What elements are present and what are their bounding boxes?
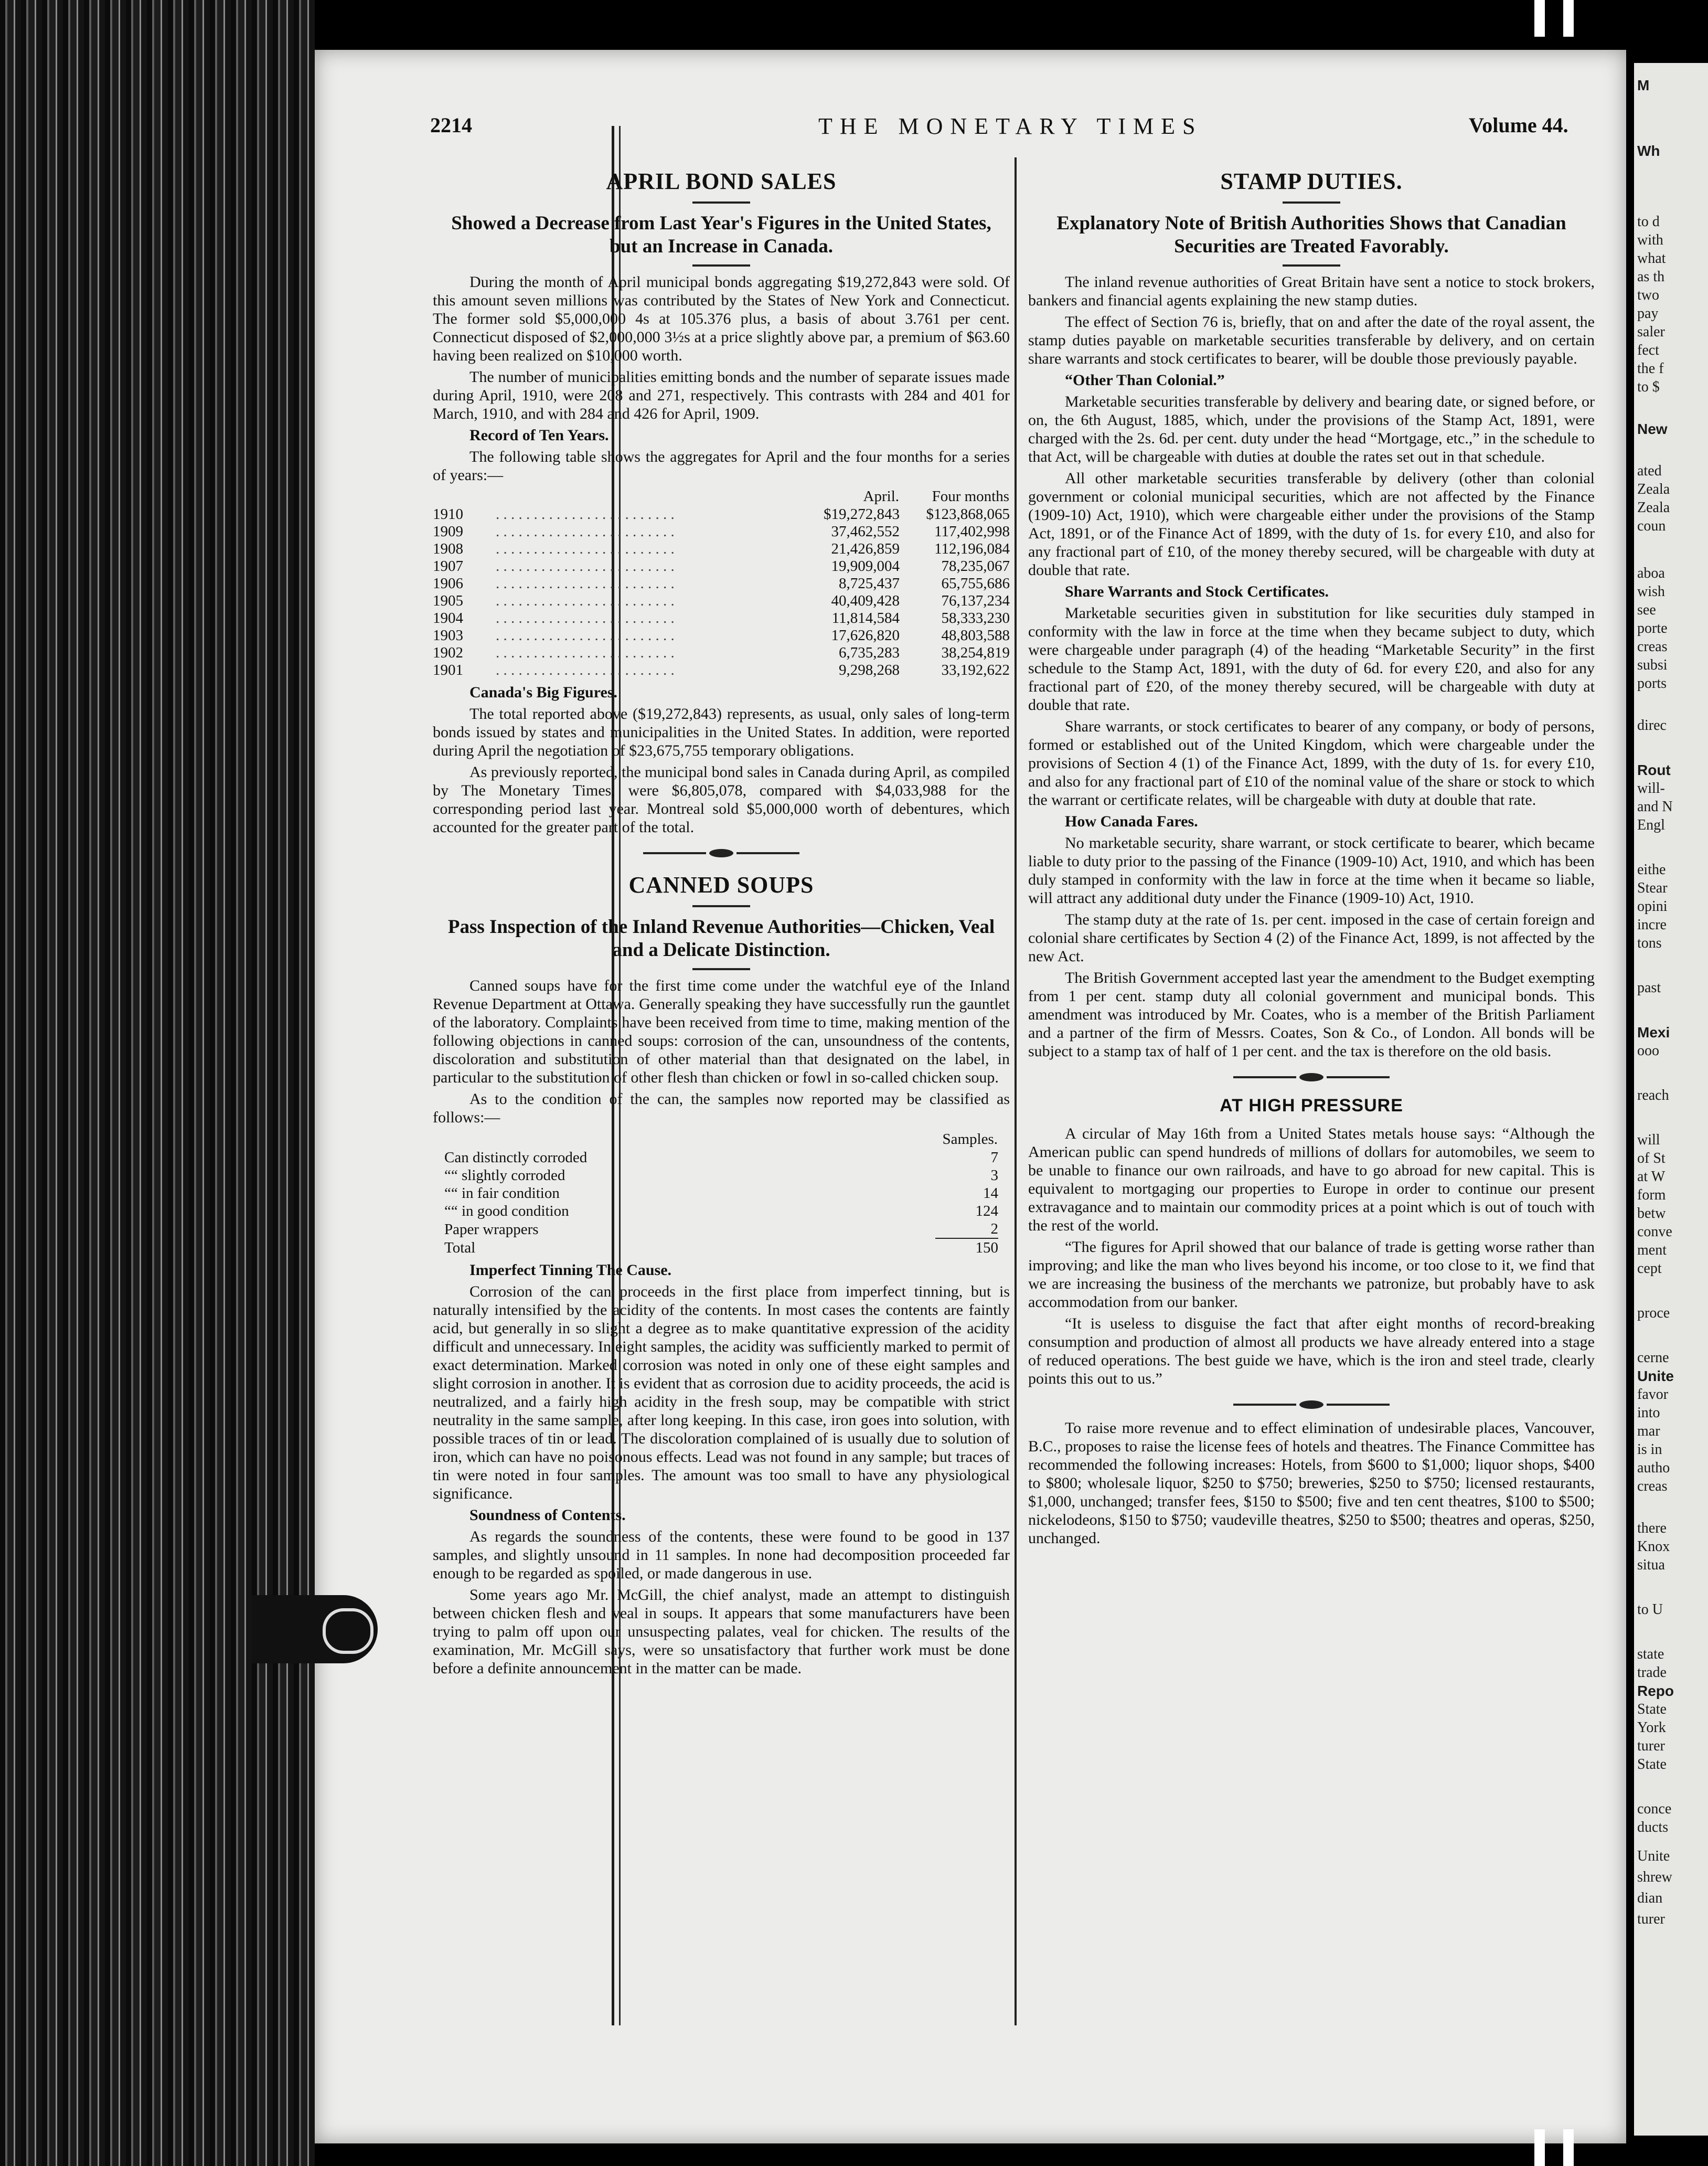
paragraph: “It is useless to disguise the fact that after eight months of record-breaking consumption and production of almost all products we have already entered into a stage of reduced operations. The best guide we have, which is the iron and steel trade, clearly points this out to us.”: [1028, 1315, 1595, 1387]
adjacent-page-text: dian: [1637, 1890, 1663, 1906]
adjacent-page-text: proce: [1637, 1305, 1670, 1321]
paragraph: “The figures for April showed that our balance of trade is getting worse rather than improving; and like the man who lives beyond his income, or too close to it, we find that we are increasing the business of the merchants we patronize, but probably have to ask accommodation from our banker.: [1028, 1238, 1595, 1311]
adjacent-page-text: past: [1637, 980, 1661, 996]
year-cell: 1910: [433, 506, 463, 523]
total-value: 150: [935, 1238, 998, 1257]
adjacent-page-text: Wh: [1637, 143, 1660, 159]
adjacent-page-text: conce: [1637, 1801, 1672, 1817]
four-months-cell: $123,868,065: [926, 506, 1010, 523]
table-row: [433, 523, 1010, 540]
sample-label: Paper wrappers: [444, 1220, 539, 1238]
table-row: [433, 575, 1010, 592]
adjacent-page-text: porte: [1637, 620, 1668, 636]
paragraph: As regards the soundness of the contents, these were found to be good in 137 samples, and slightly unsound in 11 samples. In none had decomposition proceeded far enough to be regarded as spoiled, or made dangerous in use.: [433, 1528, 1010, 1582]
high-pressure-headline: AT HIGH PRESSURE: [1220, 1096, 1403, 1116]
adjacent-page-text: ports: [1637, 675, 1667, 692]
april-cell: 17,626,820: [831, 627, 900, 644]
table-row: [444, 1149, 998, 1166]
paragraph: The total reported above ($19,272,843) represents, as usual, only sales of long-term bonds issued by states and municipalities in the United States. In addition, were reported during April the negotiation of $23,675,755 temporary obligations.: [433, 705, 1010, 759]
adjacent-page-text: trade: [1637, 1664, 1667, 1681]
april-cell: $19,272,843: [824, 506, 900, 523]
table-row: [433, 662, 1010, 679]
paragraph: During the month of April municipal bonds aggregating $19,272,843 were sold. Of this amount seven millions was contributed by the States of New York and Connecticut. The former sold $5,000,000 4s at 105.376 plus, a basis of about 3.761 per cent. Connecticut disposed of $2,000,000 3½s at a price slightly above par, a premium of $63.60 having been realized on $10,000 worth.: [433, 273, 1010, 364]
stamp-duties-headline: STAMP DUTIES.: [1220, 168, 1403, 194]
paragraph: To raise more revenue and to effect elimination of undesirable places, Vancouver, B.C., proposes to raise the license fees of hotels and theatres. The Finance Committee has recommended the following increases: Hotels, from $600 to $1,000; liquor shops, $400 to $800; wholesale liquor, $250 to $750; breweries, $250 to $750; licensed restaurants, $1,000, unchanged; transfer fees, $150 to $500; five and ten cent theatres, $100 to $500; nickelodeons, $150 to $750; vaudeville theatres, $250 to $500; theatres and operas, $250, unchanged.: [1028, 1419, 1595, 1547]
leader-dots: . . . . . . . . . . . . . . . . . . . . . . . .: [496, 627, 675, 644]
april-cell: 8,725,437: [839, 575, 900, 592]
paragraph: The following table shows the aggregates for April and the four months for a series of years:—: [433, 448, 1010, 484]
adjacent-page-text: ated: [1637, 463, 1662, 479]
section-heading: Share Warrants and Stock Certificates.: [1065, 583, 1329, 600]
column-header-four-months: Four months: [932, 488, 1009, 505]
paragraph: No marketable security, share warrant, or stock certificate to bearer, which became liable to duty prior to the passing of the Finance (1909-10) Act, 1910, and which has been duly stamped in conformity with the law in force at the time when it became so liable, will attract any additional duty under the Finance (1909-10) Act, 1910.: [1028, 834, 1595, 907]
adjacent-page-text: aboa: [1637, 565, 1665, 581]
adjacent-page-text: is in: [1637, 1441, 1662, 1458]
section-heading: Canada's Big Figures.: [469, 684, 617, 701]
leader-dots: . . . . . . . . . . . . . . . . . . . . . . . .: [496, 523, 675, 540]
paragraph: The effect of Section 76 is, briefly, that on and after the date of the royal assent, the stamp duties payable on marketable securities transferable by delivery, and on certain share warrants and stock certificates to bearer, will be double those previously payable.: [1028, 313, 1595, 367]
adjacent-page-text: opini: [1637, 898, 1668, 915]
paragraph: All other marketable securities transferable by delivery (other than colonial government or colonial municipal securities, which are not affected by the Finance (1909-10) Act, 1910), which were chargeable either under the provisions of the Stamp Act, 1891, or of the Finance Act of 1899, with the duty of 1s. for every £10, and also for any fractional part of £10, of the money thereby secured, will be chargeable with duty at double that rate.: [1028, 470, 1595, 579]
adjacent-page-text: cept: [1637, 1260, 1662, 1277]
adjacent-page-text: conve: [1637, 1224, 1672, 1240]
four-months-cell: 117,402,998: [934, 523, 1010, 540]
column-divider: [1015, 157, 1017, 2025]
year-cell: 1904: [433, 610, 463, 627]
year-cell: 1903: [433, 627, 463, 644]
rule: [1283, 201, 1340, 204]
bond-sales-subhead: Showed a Decrease from Last Year's Figures in the United States, but an Increase in Canada.: [451, 213, 991, 257]
ornament-divider: [433, 843, 1010, 861]
adjacent-page-text: will-: [1637, 780, 1665, 797]
four-months-cell: 112,196,084: [934, 540, 1010, 557]
adjacent-page-text: as th: [1637, 269, 1665, 285]
adjacent-page-text: autho: [1637, 1460, 1670, 1476]
sample-count: 124: [975, 1203, 998, 1219]
adjacent-page-text: creas: [1637, 639, 1668, 655]
adjacent-page-text: Knox: [1637, 1538, 1670, 1555]
section-heading: “Other Than Colonial.”: [1065, 371, 1225, 389]
sample-label: ““ in good condition: [444, 1203, 569, 1219]
scan-mark: [1563, 2129, 1574, 2166]
sample-count: 2: [990, 1220, 998, 1237]
section-heading: Imperfect Tinning The Cause.: [469, 1261, 672, 1279]
paragraph: As to the condition of the can, the samples now reported may be classified as follows:—: [433, 1090, 1010, 1126]
adjacent-page-text: Stear: [1637, 880, 1668, 896]
adjacent-page-text: and N: [1637, 799, 1673, 815]
adjacent-page-text: with: [1637, 232, 1663, 248]
table-row: [444, 1220, 998, 1238]
adjacent-page-text: tons: [1637, 935, 1662, 951]
paragraph: Some years ago Mr. McGill, the chief analyst, made an attempt to distinguish between chicken flesh and veal in soups. It appears that some manufacturers have been trying to palm off upon our unsuspecting palates, veal for chicken. The results of the examination, Mr. McGill says, were so unsatisfactory that further work must be done before a definite announcement in the matter can be made.: [433, 1586, 1010, 1677]
adjacent-page-text: reach: [1637, 1087, 1669, 1103]
section-heading: How Canada Fares.: [1065, 813, 1198, 830]
april-cell: 9,298,268: [839, 662, 900, 678]
adjacent-page-text: New: [1637, 421, 1668, 437]
canned-soups-subhead: Pass Inspection of the Inland Revenue Authorities—Chicken, Veal and a Delicate Distinction.: [447, 916, 995, 961]
scan-mark: [1534, 0, 1545, 37]
adjacent-page-text: ooo: [1637, 1043, 1659, 1059]
adjacent-page-text: Repo: [1637, 1683, 1674, 1699]
four-months-cell: 33,192,622: [941, 662, 1010, 678]
book-binding-edge: [0, 0, 315, 2166]
year-cell: 1902: [433, 644, 463, 661]
adjacent-page-text: form: [1637, 1187, 1666, 1203]
adjacent-page-text: there: [1637, 1520, 1667, 1536]
year-cell: 1909: [433, 523, 463, 540]
rule: [1283, 264, 1340, 267]
rule: [692, 905, 750, 907]
adjacent-page-text: turer: [1637, 1738, 1665, 1754]
paragraph: Canned soups have for the first time come under the watchful eye of the Inland Revenue Department at Ottawa. Generally speaking they have successfully run the gauntlet of the laboratory. Complaints have been received from time to time, making mention of the following objections in canned soups: corrosion of the can, unsoundness of the contents, discoloration and substitution of other material than that designated on the label, in particular to the substitution of other flesh than chicken or fowl in so-called chicken soup.: [433, 977, 1010, 1086]
adjacent-page-text: creas: [1637, 1478, 1668, 1494]
samples-table: [444, 1130, 998, 1257]
adjacent-page-text: saler: [1637, 324, 1665, 340]
canned-soups-headline: CANNED SOUPS: [628, 872, 814, 898]
sample-count: 7: [990, 1149, 998, 1166]
adjacent-page-text: favor: [1637, 1386, 1669, 1403]
adjacent-page-text: incre: [1637, 917, 1667, 933]
adjacent-page-text: mar: [1637, 1423, 1660, 1439]
adjacent-page-text: of St: [1637, 1150, 1666, 1166]
adjacent-page-text: direc: [1637, 717, 1667, 734]
table-row: [433, 540, 1010, 558]
leader-dots: . . . . . . . . . . . . . . . . . . . . . . . .: [496, 592, 675, 609]
rule: [692, 264, 750, 267]
year-cell: 1906: [433, 575, 463, 592]
table-row: [444, 1166, 998, 1184]
volume-label: Volume 44.: [1469, 113, 1568, 137]
adjacent-page-text: Engl: [1637, 817, 1665, 833]
leader-dots: . . . . . . . . . . . . . . . . . . . . . . . .: [496, 506, 675, 523]
april-cell: 6,735,283: [839, 644, 900, 661]
total-label: Total: [444, 1239, 476, 1256]
leader-dots: . . . . . . . . . . . . . . . . . . . . . . . .: [496, 662, 675, 678]
rule: [692, 201, 750, 204]
page-number: 2214: [430, 113, 472, 137]
adjacent-page-text: State: [1637, 1756, 1667, 1772]
adjacent-page-text: Zeala: [1637, 500, 1670, 516]
adjacent-page-fragment: [1634, 63, 1708, 2136]
adjacent-page-text: turer: [1637, 1911, 1665, 1927]
right-column: [1028, 157, 1595, 1551]
april-cell: 21,426,859: [831, 540, 900, 557]
table-row: [433, 644, 1010, 662]
paragraph: Marketable securities given in substitution for like securities duly stamped in conformity with the law in force at the time when they became subject to duty, which were chargeable under paragraph (4) of the heading “Marketable Security” in the first schedule to the Stamp Act, 1891, with the duty of 6d. for every £20, and also for any fractional part of £20, of the money thereby secured, will be chargeable with duty at double that rate.: [1028, 604, 1595, 714]
paragraph: The inland revenue authorities of Great Britain have sent a notice to stock brokers, bankers and financial agents explaining the new stamp duties.: [1028, 273, 1595, 309]
adjacent-page-text: into: [1637, 1405, 1660, 1421]
bond-sales-headline: APRIL BOND SALES: [606, 168, 837, 194]
sample-label: Can distinctly corroded: [444, 1149, 588, 1166]
four-months-cell: 76,137,234: [941, 592, 1010, 609]
year-cell: 1908: [433, 540, 463, 557]
table-row: [433, 592, 1010, 610]
april-cell: 40,409,428: [831, 592, 900, 609]
sample-label: ““ slightly corroded: [444, 1167, 565, 1184]
adjacent-page-text: State: [1637, 1701, 1667, 1717]
four-months-cell: 48,803,588: [941, 627, 1010, 644]
ornament-divider: [1028, 1394, 1595, 1413]
leader-dots: . . . . . . . . . . . . . . . . . . . . . . . .: [496, 540, 675, 557]
adjacent-page-text: see: [1637, 602, 1656, 618]
adjacent-page-text: shrew: [1637, 1869, 1672, 1885]
adjacent-page-text: to d: [1637, 214, 1660, 230]
leader-dots: . . . . . . . . . . . . . . . . . . . . . . . .: [496, 575, 675, 592]
four-months-cell: 65,755,686: [941, 575, 1010, 592]
scan-mark: [1534, 2129, 1545, 2166]
april-cell: 37,462,552: [831, 523, 900, 540]
leader-dots: . . . . . . . . . . . . . . . . . . . . . . . .: [496, 558, 675, 575]
adjacent-page-text: at W: [1637, 1169, 1666, 1185]
adjacent-page-text: fect: [1637, 342, 1659, 358]
four-months-cell: 58,333,230: [941, 610, 1010, 627]
adjacent-page-text: will: [1637, 1132, 1660, 1148]
adjacent-page-text: ment: [1637, 1242, 1667, 1258]
four-months-cell: 38,254,819: [941, 644, 1010, 661]
paragraph: The British Government accepted last year the amendment to the Budget exempting from 1 per cent. stamp duty all colonial government and municipal bonds. This amendment was introduced by Mr. Coates, who is a member of the British Parliament and a partner of the firm of Messrs. Coates, Son & Co., of London. All bonds will be subject to a stamp tax of half of 1 per cent. and the tax is therefore on the old basis.: [1028, 969, 1595, 1060]
four-months-cell: 78,235,067: [941, 558, 1010, 575]
paragraph: The number of municipalities emitting bonds and the number of separate issues made during April, 1910, were 208 and 271, respectively. This contrasts with 284 and 401 for March, 1910, and with 284 and 426 for April, 1909.: [433, 368, 1010, 422]
paragraph: Corrosion of the can proceeds in the first place from imperfect tinning, but is naturally intensified by the acidity of the contents. In most cases the contents are faintly acid, but generally in so slight a degree as to make quantitative expression of the acidity difficult and unnecessary. In eight samples, the acidity was sufficiently marked to permit of exact determination. Marked corrosion was noted in only one of these eight samples and slight corrosion in another. It is evident that as corrosion due to acidity proceeds, the acid is neutralized, and a fairly high acidity in the fresh soup, may be compatible with strict neutrality in the same sample, after long keeping. In this case, iron goes into solution, with possible traces of tin or lead. The discoloration complained of is usually due to solution of iron, which can have no poisonous effects. Lead was not found in any sample; but traces of tin were noted in four samples. The amount was too small to have any physiological significance.: [433, 1283, 1010, 1502]
adjacent-page-text: subsi: [1637, 657, 1668, 673]
sample-label: ““ in fair condition: [444, 1185, 560, 1202]
adjacent-page-text: what: [1637, 250, 1666, 267]
adjacent-page-text: the f: [1637, 360, 1664, 377]
rule: [692, 968, 750, 970]
adjacent-page-text: coun: [1637, 518, 1666, 534]
adjacent-page-text: pay: [1637, 305, 1659, 322]
adjacent-page-text: situa: [1637, 1557, 1665, 1573]
adjacent-page-text: to $: [1637, 379, 1660, 395]
section-heading: Record of Ten Years.: [469, 427, 609, 444]
section-heading: Soundness of Contents.: [469, 1506, 626, 1524]
year-cell: 1901: [433, 662, 463, 678]
april-cell: 19,909,004: [831, 558, 900, 575]
adjacent-page-text: wish: [1637, 583, 1665, 600]
table-row: [433, 558, 1010, 575]
stamp-duties-subhead: Explanatory Note of British Authorities Shows that Canadian Securities are Treated Favorably.: [1056, 213, 1566, 257]
table-row: [433, 506, 1010, 523]
table-row: [444, 1202, 998, 1220]
table-row: [444, 1184, 998, 1202]
adjacent-page-text: to U: [1637, 1601, 1663, 1618]
adjacent-page-text: two: [1637, 287, 1659, 303]
april-cell: 11,814,584: [831, 610, 900, 627]
ornament-divider: [1028, 1067, 1595, 1085]
masthead: THE MONETARY TIMES: [818, 113, 1203, 139]
paragraph: As previously reported, the municipal bond sales in Canada during April, as compiled by The Monetary Times, were $6,805,078, compared with $4,033,988 for the corresponding period last year. Montreal sold $5,000,000 worth of debentures, which accounted for the greater part of the total.: [433, 763, 1010, 836]
adjacent-page-text: cerne: [1637, 1350, 1669, 1366]
left-column: [433, 157, 1010, 1681]
adjacent-page-text: Zeala: [1637, 481, 1670, 497]
leader-dots: . . . . . . . . . . . . . . . . . . . . . . . .: [496, 644, 675, 661]
paragraph: Marketable securities transferable by delivery and bearing date, or signed before, or on, the 6th August, 1885, which, under the provisions of the Stamp Act, 1891, were charged with the 2s. 6d. per cent. duty under the head “Mortgage, etc.,” in the schedule to that Act, will be chargeable with duties at double the rates set out in that schedule.: [1028, 393, 1595, 465]
adjacent-page-text: M: [1637, 77, 1650, 93]
adjacent-page-text: betw: [1637, 1205, 1666, 1222]
adjacent-page-text: state: [1637, 1646, 1664, 1662]
table-row: [433, 627, 1010, 644]
adjacent-page-text: Rout: [1637, 762, 1671, 778]
adjacent-page-text: ducts: [1637, 1819, 1669, 1835]
adjacent-page-text: eithe: [1637, 862, 1666, 878]
adjacent-page-text: York: [1637, 1719, 1666, 1736]
leader-dots: . . . . . . . . . . . . . . . . . . . . . . . .: [496, 610, 675, 627]
year-cell: 1907: [433, 558, 463, 575]
adjacent-page-text: Unite: [1637, 1368, 1674, 1384]
paragraph: A circular of May 16th from a United States metals house says: “Although the American public can spend hundreds of millions of dollars for automobiles, we seem to be unable to finance our own railroads, and have to go abroad for new capital. This is equivalent to mortgaging our properties to Europe in order to continue our present extravagance and to maintain our commodity prices at a point which is out of touch with the rest of the world.: [1028, 1125, 1595, 1234]
samples-header: Samples.: [942, 1131, 998, 1148]
paragraph: The stamp duty at the rate of 1s. per cent. imposed in the case of certain foreign and colonial share certificates by Section 4 (2) of the Finance Act, 1899, is not affected by the new Act.: [1028, 911, 1595, 965]
column-header-april: April.: [863, 488, 899, 505]
sample-count: 14: [983, 1185, 998, 1202]
scanner-fingernail: [323, 1608, 373, 1654]
adjacent-page-text: Mexi: [1637, 1024, 1670, 1040]
scan-mark: [1563, 0, 1574, 37]
paragraph: Share warrants, or stock certificates to bearer of any company, or body of persons, formed or established out of the United Kingdom, which were chargeable under the provisions of Section 4 (1) of the Finance Act, 1899, with the duty of 1s. for every £10, and also for any fractional part of £10 of the nominal value of the share or stock to which the warrant or certificate relates, will be chargeable with duty at double that rate.: [1028, 718, 1595, 809]
year-cell: 1905: [433, 592, 463, 609]
table-row: [433, 610, 1010, 627]
sample-count: 3: [990, 1167, 998, 1184]
bond-table: [433, 487, 1010, 679]
adjacent-page-text: Unite: [1637, 1848, 1670, 1864]
